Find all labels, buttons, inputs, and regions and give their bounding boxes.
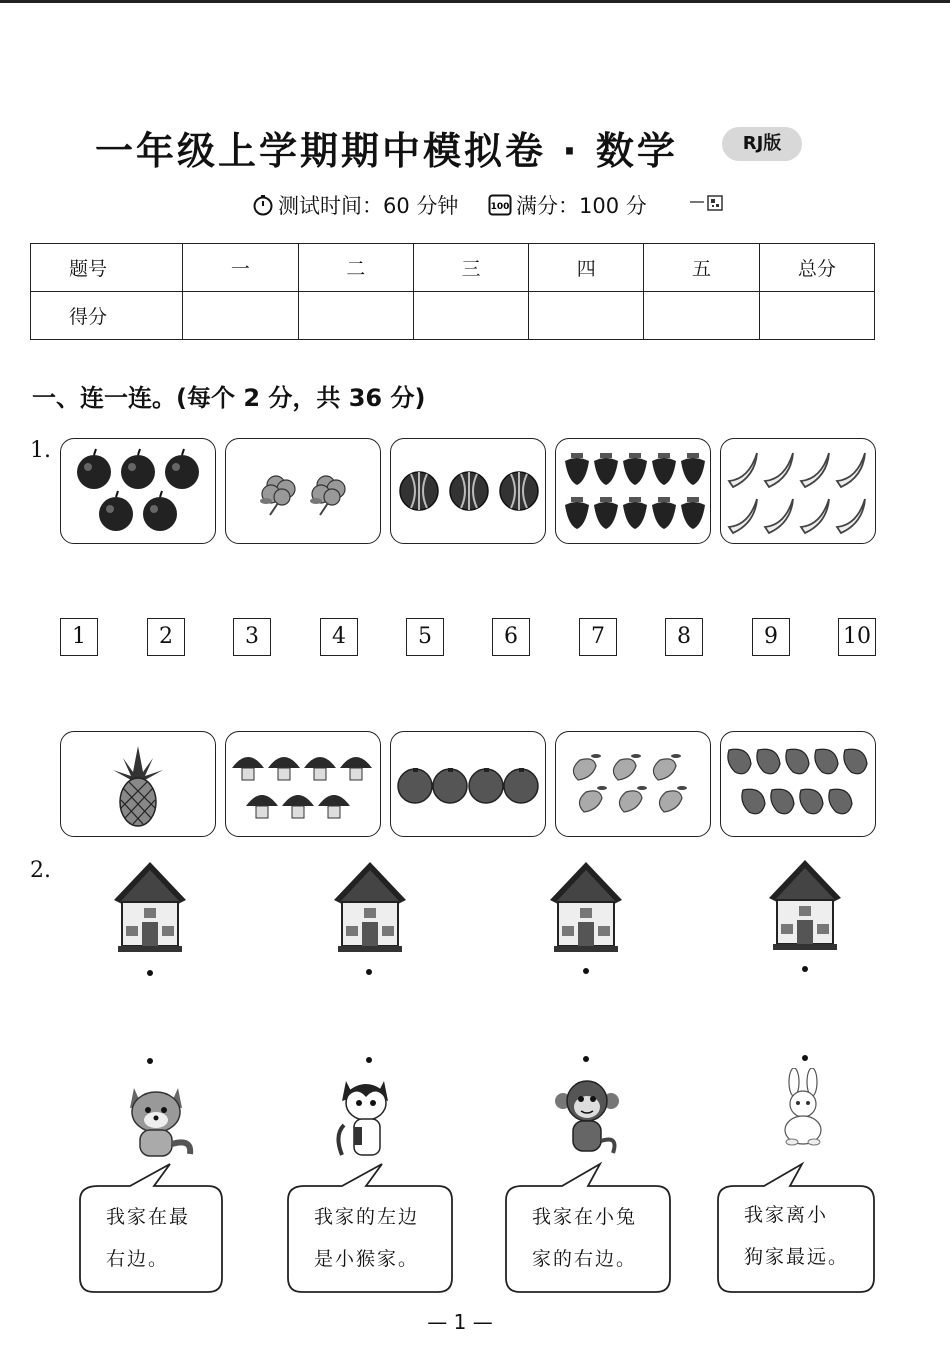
score-input-cell[interactable]: [529, 292, 644, 340]
page-title: 一年级上学期期中模拟卷 · 数学: [95, 129, 678, 173]
pineapple-icon: [61, 732, 215, 836]
connect-dot[interactable]: [583, 968, 589, 974]
connect-dot[interactable]: [802, 966, 808, 972]
score-input-cell[interactable]: [183, 292, 298, 340]
strawberries-card[interactable]: [555, 438, 711, 544]
speech-bubble-monkey: [532, 1196, 637, 1280]
edition-badge: RJ版: [722, 127, 802, 161]
bubble-line: 我家在小兔: [532, 1206, 638, 1228]
score-table-header-row: [31, 244, 875, 292]
speech-bubble-dog: [106, 1196, 190, 1280]
number-box[interactable]: 8: [665, 618, 703, 656]
flower-icon: [226, 439, 380, 543]
mushrooms-card[interactable]: [225, 731, 381, 837]
section-heading: 一、连一连。(每个 2 分，共 36 分): [32, 384, 426, 412]
svg-text:100: 100: [490, 201, 510, 212]
connect-dot[interactable]: [147, 970, 153, 976]
number-box[interactable]: 10: [838, 618, 876, 656]
connect-dot[interactable]: [802, 1055, 808, 1061]
table-cell: 一: [183, 244, 298, 292]
monkey-icon: [553, 1075, 621, 1161]
bubble-line: 右边。: [106, 1248, 170, 1270]
score-input-cell[interactable]: [413, 292, 528, 340]
connect-dot[interactable]: [147, 1058, 153, 1064]
speech-bubble-cat: [314, 1196, 419, 1280]
bubble-line: 我家在最: [106, 1206, 191, 1228]
table-cell: 总分: [759, 244, 874, 292]
qr-code-icon: [690, 195, 724, 211]
number-box[interactable]: 4: [320, 618, 358, 656]
bubble-line: 我家的左边: [314, 1206, 420, 1228]
bubble-line: 家的右边。: [532, 1248, 638, 1270]
flowers-card[interactable]: [225, 438, 381, 544]
time-label: 测试时间：60 分钟: [278, 194, 459, 218]
page-number: — 1 —: [427, 1310, 493, 1334]
score-info: [488, 190, 647, 221]
apple-icon: [61, 439, 215, 543]
bubble-line: 是小猴家。: [314, 1248, 420, 1270]
number-box[interactable]: 9: [752, 618, 790, 656]
apples-card[interactable]: [60, 438, 216, 544]
score-table: [30, 243, 875, 340]
watermelons-card[interactable]: [390, 438, 546, 544]
table-cell: 二: [298, 244, 413, 292]
time-info: [252, 190, 458, 221]
number-box[interactable]: 3: [233, 618, 271, 656]
speech-bubble-rabbit: [744, 1194, 849, 1278]
bubble-line: 我家离小: [744, 1204, 829, 1226]
house-icon: [767, 858, 843, 962]
connect-dot[interactable]: [583, 1056, 589, 1062]
mango-icon: [556, 732, 710, 836]
number-box[interactable]: 2: [147, 618, 185, 656]
mushroom-icon: [226, 732, 380, 836]
house-icon: [548, 860, 624, 964]
table-cell: 五: [644, 244, 759, 292]
leaves-card[interactable]: [720, 731, 876, 837]
rabbit-icon: [772, 1068, 834, 1152]
house-icon: [112, 860, 188, 964]
question-number: 2.: [30, 858, 51, 883]
oranges-card[interactable]: [390, 731, 546, 837]
house-icon: [332, 860, 408, 964]
table-cell: 三: [413, 244, 528, 292]
bubble-line: 狗家最远。: [744, 1246, 850, 1268]
score-input-cell[interactable]: [298, 292, 413, 340]
score-100-icon: [488, 194, 512, 221]
orange-icon: [391, 732, 545, 836]
stopwatch-icon: [252, 194, 274, 221]
table-cell: 得分: [31, 292, 183, 340]
banana-icon: [721, 439, 875, 543]
strawberry-icon: [556, 439, 710, 543]
number-box[interactable]: 6: [492, 618, 530, 656]
full-score-label: 满分：100 分: [516, 194, 647, 218]
table-cell: 四: [529, 244, 644, 292]
number-box[interactable]: 7: [579, 618, 617, 656]
connect-dot[interactable]: [366, 969, 372, 975]
mangoes-card[interactable]: [555, 731, 711, 837]
connect-dot[interactable]: [366, 1057, 372, 1063]
cat-icon: [332, 1075, 402, 1165]
score-input-cell[interactable]: [759, 292, 874, 340]
bananas-card[interactable]: [720, 438, 876, 544]
question-number: 1.: [30, 438, 51, 463]
table-cell: 题号: [31, 244, 183, 292]
score-table-score-row: [31, 292, 875, 340]
dog-icon: [120, 1078, 196, 1164]
watermelon-icon: [391, 439, 545, 543]
number-box[interactable]: 1: [60, 618, 98, 656]
leaf-icon: [721, 732, 875, 836]
top-border: [0, 0, 950, 3]
pineapple-card[interactable]: [60, 731, 216, 837]
score-input-cell[interactable]: [644, 292, 759, 340]
number-box[interactable]: 5: [406, 618, 444, 656]
